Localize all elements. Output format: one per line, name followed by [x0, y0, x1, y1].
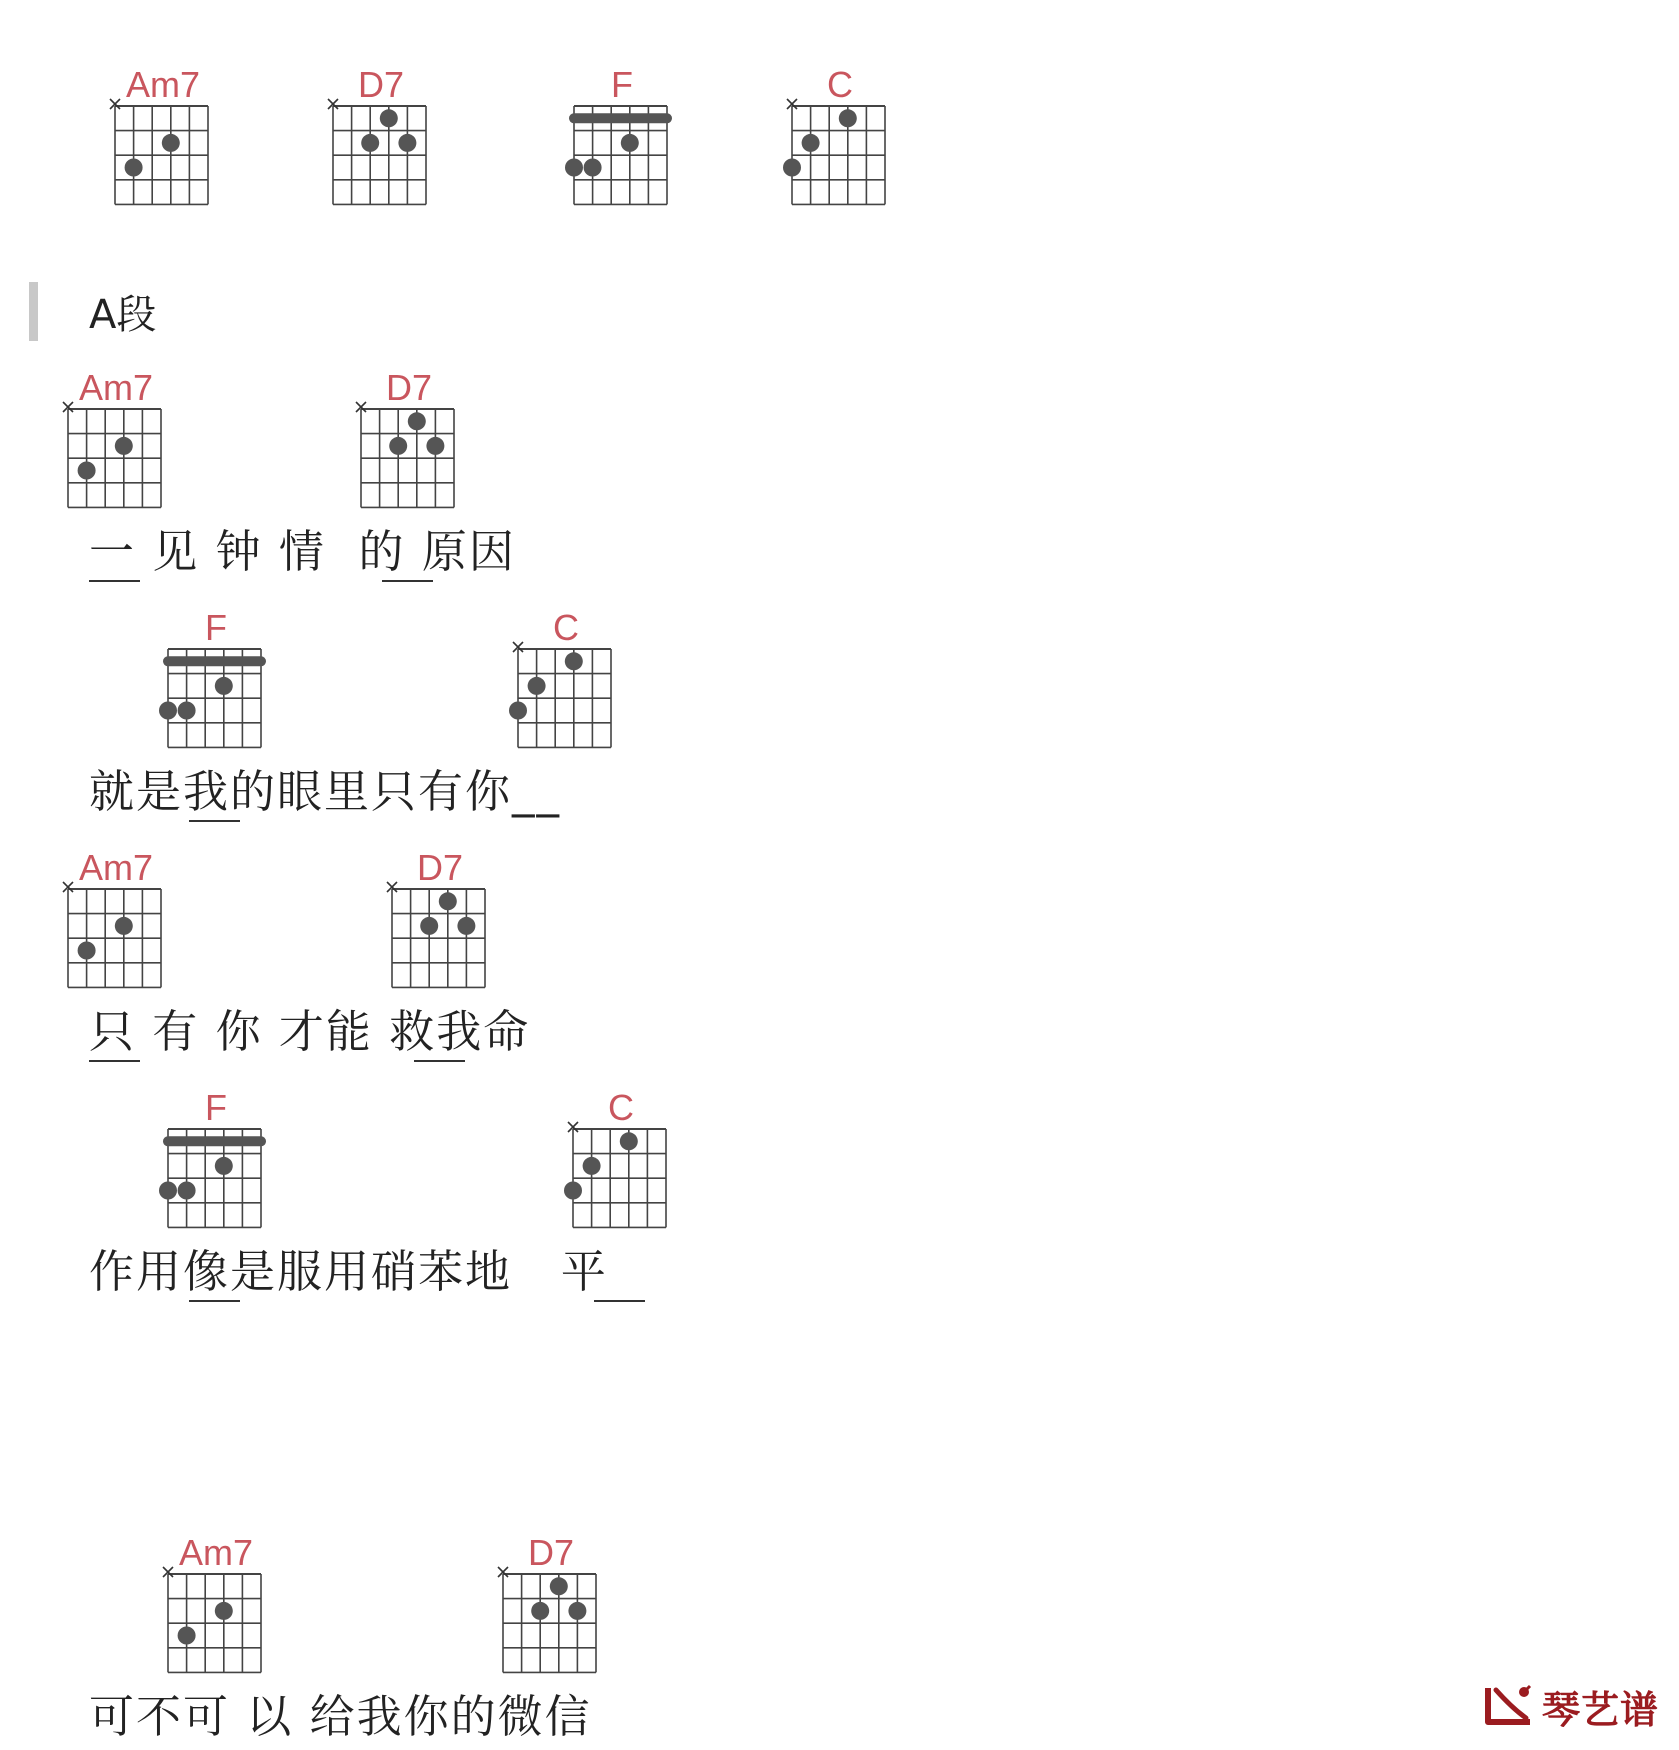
chord-diagram: [100, 96, 220, 216]
barre-bar: [163, 656, 266, 666]
logo-mark-icon: [1482, 1682, 1538, 1730]
finger-dot: [115, 917, 133, 935]
finger-dot: [361, 134, 379, 152]
finger-dot: [78, 462, 96, 480]
finger-dot: [583, 1157, 601, 1175]
chord-diagram: [53, 399, 173, 519]
finger-dot: [380, 109, 398, 127]
finger-dot: [839, 109, 857, 127]
finger-dot: [389, 437, 407, 455]
lyric-text: 就是我的眼里只有你__: [89, 765, 562, 818]
finger-dot: [621, 134, 639, 152]
lyric-underline: [189, 820, 240, 822]
lyric-text: 只 有 你 才能 救我命: [89, 1005, 531, 1058]
chord-name: F: [205, 1087, 227, 1128]
chord-diagram: [559, 96, 679, 216]
finger-dot: [159, 1182, 177, 1200]
finger-dot: [125, 159, 143, 177]
logo-text: 琴艺谱: [1542, 1687, 1660, 1732]
finger-dot: [457, 917, 475, 935]
lyric-text: 可不可 以 给我你的微信: [89, 1690, 592, 1743]
chord-diagram: [558, 1119, 678, 1239]
finger-dot: [159, 702, 177, 720]
chord-diagram: [777, 96, 897, 216]
finger-dot: [115, 437, 133, 455]
finger-dot: [565, 159, 583, 177]
chord-name: F: [205, 607, 227, 648]
finger-dot: [398, 134, 416, 152]
barre-bar: [163, 1136, 266, 1146]
chord-name: D7: [527, 1532, 575, 1573]
chord-diagram: [318, 96, 438, 216]
lyric-text: 作用像是服用硝苯地 平: [89, 1245, 608, 1298]
finger-dot: [78, 942, 96, 960]
section-title: A段: [89, 292, 157, 338]
finger-dot: [620, 1132, 638, 1150]
lyric-underline: [382, 580, 433, 582]
lyric-text: 一 见 钟 情 的 原因: [89, 525, 516, 578]
lyric-underline: [189, 1300, 240, 1302]
lyric-underline: [89, 1060, 140, 1062]
finger-dot: [178, 1627, 196, 1645]
lyric-underline: [594, 1300, 645, 1302]
chord-name: Am7: [178, 1532, 254, 1573]
chord-name: C: [608, 1087, 634, 1128]
finger-dot: [439, 892, 457, 910]
barre-bar: [569, 113, 672, 123]
chord-diagram: [377, 879, 497, 999]
chord-name: Am7: [78, 367, 154, 408]
chord-diagram: [503, 639, 623, 759]
finger-dot: [531, 1602, 549, 1620]
finger-dot: [215, 1157, 233, 1175]
section-marker: [29, 282, 38, 341]
chord-name: D7: [416, 847, 464, 888]
finger-dot: [802, 134, 820, 152]
chord-name: D7: [385, 367, 433, 408]
finger-dot: [162, 134, 180, 152]
lyric-underline: [414, 1060, 465, 1062]
finger-dot: [408, 412, 426, 430]
chord-diagram: [153, 639, 273, 759]
finger-dot: [215, 677, 233, 695]
chord-diagram: [346, 399, 466, 519]
chord-diagram: [488, 1564, 608, 1684]
finger-dot: [550, 1577, 568, 1595]
chord-name: D7: [357, 64, 405, 105]
finger-dot: [783, 159, 801, 177]
chord-diagram: [53, 879, 173, 999]
lyric-underline: [89, 580, 140, 582]
finger-dot: [509, 702, 527, 720]
chord-name: Am7: [125, 64, 201, 105]
finger-dot: [178, 1182, 196, 1200]
finger-dot: [564, 1182, 582, 1200]
chord-diagram: [153, 1119, 273, 1239]
finger-dot: [426, 437, 444, 455]
finger-dot: [568, 1602, 586, 1620]
chord-name: C: [827, 64, 853, 105]
finger-dot: [215, 1602, 233, 1620]
finger-dot: [528, 677, 546, 695]
finger-dot: [178, 702, 196, 720]
finger-dot: [584, 159, 602, 177]
site-logo: [1482, 1680, 1659, 1732]
chord-name: F: [611, 64, 633, 105]
chord-name: C: [553, 607, 579, 648]
finger-dot: [565, 652, 583, 670]
finger-dot: [420, 917, 438, 935]
chord-name: Am7: [78, 847, 154, 888]
chord-diagram: [153, 1564, 273, 1684]
